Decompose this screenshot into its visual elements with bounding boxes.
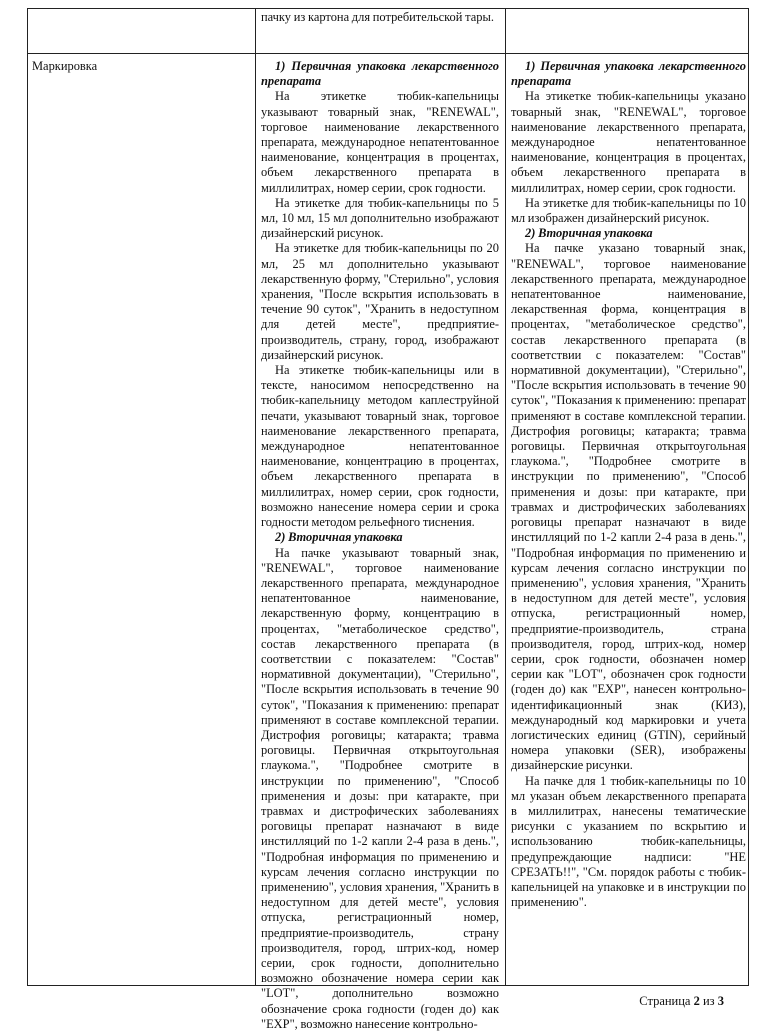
column-divider bbox=[505, 9, 506, 985]
paragraph: На пачке для 1 тюбик-капельницы по 10 мл указан объем лекарственного препарата в миллилитрах, нанесены тематические рисунки с указанием по вскрытию и использованию тюбик-капельницы, предупреждающие надписи: "НЕ СРЕЗАТЬ!!", "См. порядок работы с тюбик-капельницей на упаковке и в инструкции по применению". bbox=[511, 774, 746, 911]
previous-row-continuation bbox=[261, 10, 499, 25]
paragraph: На этикетке тюбик-капельницы указано товарный знак, "RENEWAL", торговое наименование лекарственного препарата, международное непатентованное наименование, концентрация в процентах, объем лекарственного препарата в миллилитрах, номер серии, срок годности. bbox=[511, 89, 746, 195]
paragraph: На этикетке тюбик-капельницы указывают товарный знак, "RENEWAL", торговое наименование лекарственного препарата, международное непатентованное наименование, концентрация в процентах, объем лекарственного препарата в миллилитрах, номер серии, срок годности. bbox=[261, 89, 499, 195]
paragraph: На этикетке тюбик-капельницы или в тексте, наносимом непосредственно на тюбик-капельницу методом каплеструйной печати, указывают товарный знак, торговое наименование лекарственного препарата, международное непатентованное наименование, концентрацию в процентах, объем лекарственного препарата в миллилитрах, номер серии, срок годности, возможно нанесение номера серии и срока годности методом рельефного тиснения. bbox=[261, 363, 499, 530]
page-label: Страница bbox=[639, 994, 690, 1008]
total-pages: 3 bbox=[718, 994, 724, 1008]
secondary-packaging-heading: 2) Вторичная упаковка bbox=[261, 530, 499, 545]
paragraph: На этикетке для тюбик-капельницы по 5 мл, 10 мл, 15 мл дополнительно изображают дизайнерский рисунок. bbox=[261, 196, 499, 242]
current-page: 2 bbox=[694, 994, 700, 1008]
continuation-text: пачку из картона для потребительской тары. bbox=[261, 10, 499, 25]
spec-table bbox=[27, 8, 749, 986]
paragraph: На этикетке для тюбик-капельницы по 20 мл, 25 мл дополнительно указывают лекарственную форму, "Стерильно", условия хранения, "После вскрытия использовать в течение 90 суток", "Хранить в недоступном для детей месте", предприятие-производитель, страну, город, изображают дизайнерский рисунок. bbox=[261, 241, 499, 363]
paragraph: На пачке указано товарный знак, "RENEWAL", торговое наименование лекарственного препарата, международное непатентованное наименование, лекарственная форма, концентрация в процентах, "метаболическое средство", состав лекарственного препарата (в соответствии с показателем: "Состав" нормативной документации), "Стерильно", "После вскрытия использовать в течение 90 суток", "Показания к применению: препарат применяют в составе комплексной терапии. Дистрофия роговицы; катаракта; травма роговицы. Первичная открытоугольная глаукома.", "Подробнее смотрите в инструкции по применению", "Способ применения и дозы: при катаракте, при травмах и дистрофических заболеваниях роговицы препарат назначают в виде инстилляций по 1-2 капли 2-4 раза в день.", "Подробная информация по применению и курсам лечения согласно инструкции по применению", условия хранения, "Хранить в недоступном для детей месте", условия отпуска, регистрационный номер, предприятие-производитель, страна производителя, город, штрих-код, номер серии, срок годности, обозначен номер серии как "LOT", обозначен срок годности (годен до) как "EXP", нанесен контрольно-идентификационный знак (КИЗ), международный код маркировки и учета логистических единиц (GTIN), серийный номера упаковки (SER), изображены дизайнерские рисунки. bbox=[511, 241, 746, 773]
middle-column-text bbox=[261, 59, 499, 983]
primary-packaging-heading: 1) Первичная упаковка лекарственного препарата bbox=[261, 59, 499, 89]
paragraph: На этикетке для тюбик-капельницы по 10 мл изображен дизайнерский рисунок. bbox=[511, 196, 746, 226]
right-column-text bbox=[511, 59, 746, 910]
row-label: Маркировка bbox=[32, 59, 247, 74]
row-divider bbox=[28, 53, 748, 54]
page-number bbox=[639, 994, 724, 1009]
page-of: из bbox=[703, 994, 715, 1008]
column-divider bbox=[255, 9, 256, 985]
primary-packaging-heading: 1) Первичная упаковка лекарственного препарата bbox=[511, 59, 746, 89]
paragraph: На пачке указывают товарный знак, "RENEWAL", торговое наименование лекарственного препарата, международное непатентованное наименование, лекарственную форму, концентрацию в процентах, "метаболическое средство", состав лекарственного препарата (в соответствии с показателем: "Состав" нормативной документации), "Стерильно", "После вскрытия использовать в течение 90 суток", "Показания к применению: препарат применяют в составе комплексной терапии. Дистрофия роговицы; катаракта; травма роговицы. Первичная открытоугольная глаукома.", "Подробнее смотрите в инструкции по применению", "Способ применения и дозы: при катаракте, при травмах и дистрофических заболеваниях роговицы препарат назначают в виде инстилляций по 1-2 капли 2-4 раза в день.", "Подробная информация по применению и курсам лечения согласно инструкции по применению", условия хранения, "Хранить в недоступном для детей месте", условия отпуска, регистрационный номер, предприятие-производитель, страну производителя, город, штрих-код, номер серии, срок годности, дополнительно возможно обозначение номера серии как "LOT", дополнительно возможно обозначение срока годности (годен до) как "EXP", возможно нанесение контрольно- bbox=[261, 546, 499, 1032]
secondary-packaging-heading: 2) Вторичная упаковка bbox=[511, 226, 746, 241]
